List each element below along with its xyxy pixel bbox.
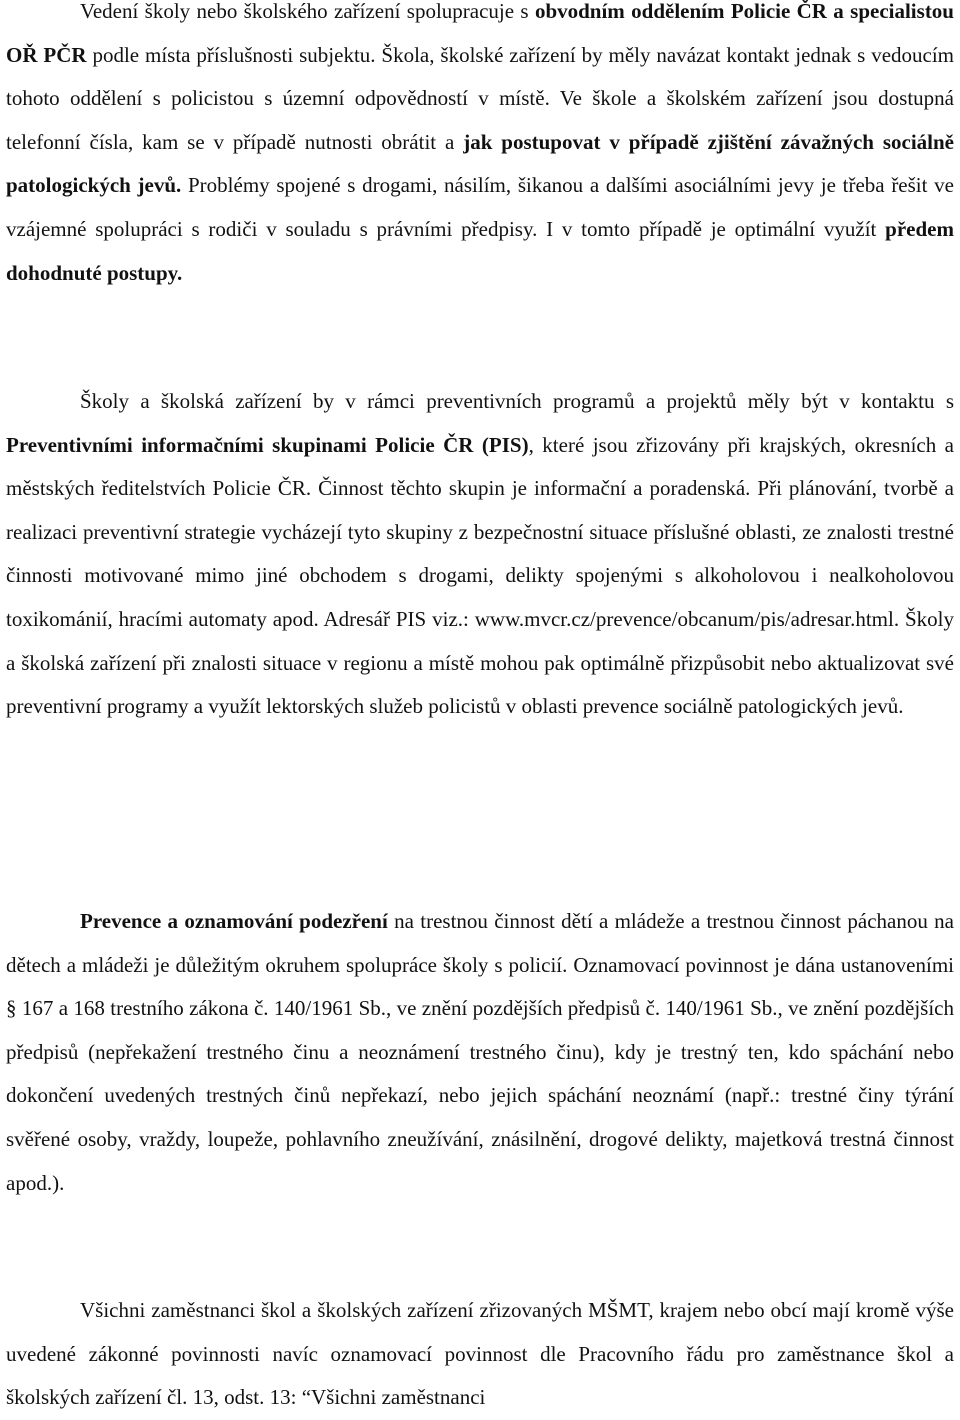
text-segment: podle místa příslušnosti subjektu. Škola, školské zařízení by měly navázat kontakt jednak s vedoucím tohoto oddělení s policistou s územní odpovědností v místě. Ve škole a školském zařízení jsou dostupná telefonní čísla, kam se v případě nutnosti obrátit a [6,42,955,154]
paragraph-employee-duty [6,1289,954,1420]
paragraph-pis-groups [6,380,954,729]
text-segment: Školy a školská zařízení by v rámci preventivních programů a projektů měly být v kontaktu s [80,389,954,413]
text-segment: Problémy spojené s drogami, násilím, šikanou a dalšími asociálními jevy je třeba řešit ve vzájemné spolupráci s rodiči v souladu s právními předpisy. I v tomto případě je optimální využít [6,173,954,241]
bold-text-segment: obvodním oddělením Policie ČR a specialistou OŘ PČR [6,0,954,67]
text-segment: na trestnou činnost dětí a mládeže a trestnou činnost páchanou na dětech a mládeži je důležitým okruhem spolupráce školy s policií. Oznamovací povinnost je dána ustanoveními § 167 a 168 trestního zákona č. 140/1961 Sb., ve znění pozdějších předpisů č. 140/1961 Sb., ve znění pozdějších předpisů (nepřekažení trestného činu a neoznámení trestného činu), kdy je trestný ten, kdo spáchání nebo dokončení uvedených trestných činů nepřekazí, nebo jejich spáchání neoznámí (např.: trestné činy týrání svěřené osoby, vraždy, loupeže, pohlavního zneužívání, znásilnění, drogové delikty, majetková trestná činnost apod.). [6,909,954,1195]
bold-text-segment: jak postupovat v případě zjištění závažných sociálně patologických jevů. [6,129,955,198]
paragraph-reporting-suspicion [6,900,954,1205]
bold-text-segment: Preventivními informačními skupinami Policie ČR (PIS) [6,432,529,457]
paragraph-police-cooperation [6,0,954,295]
bold-text-segment: Prevence a oznamování podezření [80,909,388,933]
text-segment: , které jsou zřizovány při krajských, okresních a městských ředitelstvích Policie ČR. Činnost těchto skupin je informační a poradenská. Při plánování, tvorbě a realizaci preventivní strategie vycházejí tyto skupiny z bezpečnostní situace příslušné oblasti, ze znalosti trestné činnosti motivované mimo jiné obchodem s drogami, delikty spojenými s alkoholovou i nealkoholovou toxikománií, hracími automaty apod. Adresář PIS viz.: www.mvcr.cz/prevence/obcanum/pis/adresar.html. Školy a školská zařízení při znalosti situace v regionu a místě mohou pak optimálně přizpůsobit nebo aktualizovat své preventivní programy a využít lektorských služeb policistů v oblasti prevence sociálně patologických jevů. [6,432,955,719]
bold-text-segment: předem dohodnuté postupy. [6,216,954,285]
text-segment: Vedení školy nebo školského zařízení spolupracuje s [80,0,535,23]
text-segment: Všichni zaměstnanci škol a školských zařízení zřizovaných MŠMT, krajem nebo obcí mají kromě výše uvedené zákonné povinnosti navíc oznamovací povinnost dle Pracovního řádu pro zaměstnance škol a školských zařízení čl. 13, odst. 13: “Všichni zaměstnanci [6,1298,954,1410]
